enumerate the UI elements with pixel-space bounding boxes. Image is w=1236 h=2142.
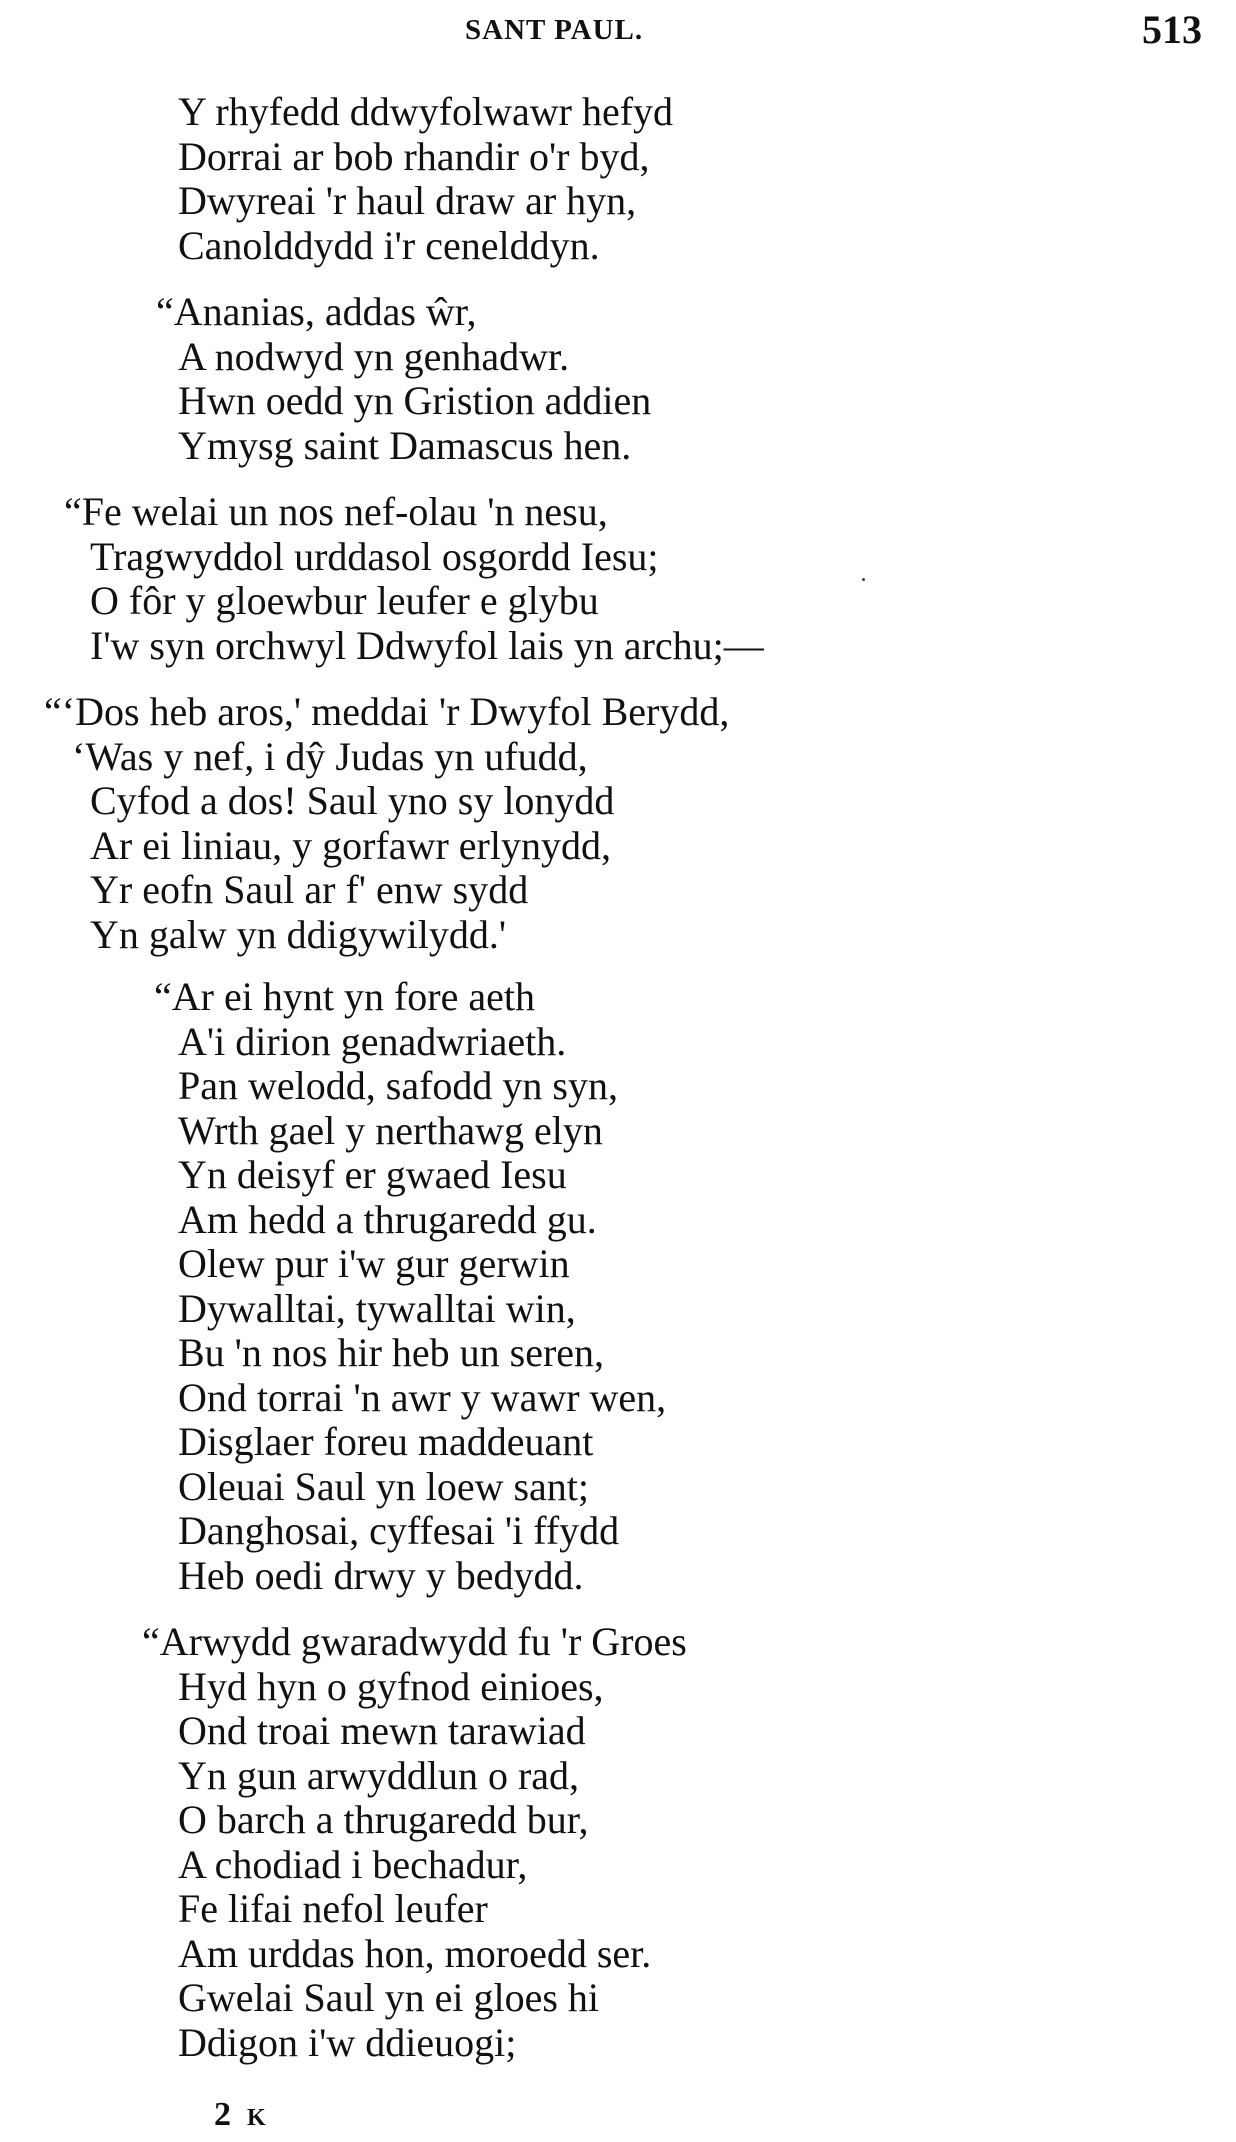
poem-line: “Arwydd gwaradwydd fu 'r Groes: [142, 1619, 687, 1664]
stanza: [0, 90, 1236, 268]
poem-line: “Ananias, addas ŵr,: [156, 289, 477, 334]
poem-line: Dwyreai 'r haul draw ar hyn,: [178, 178, 637, 223]
poem-line: Am urddas hon, moroedd ser.: [178, 1930, 652, 1976]
poem-line: “Fe welai un nos nef-olau 'n nesu,: [64, 489, 608, 534]
stanza: [0, 290, 1236, 468]
poem-line: Disglaer foreu maddeuant: [178, 1419, 594, 1464]
poem-line: Hwn oedd yn Gristion addien: [178, 378, 652, 423]
poem-line: Hyd hyn o gyfnod einioes,: [178, 1663, 604, 1709]
stanza: [0, 690, 1236, 957]
poem-line: Dywalltai, tywalltai win,: [178, 1285, 576, 1331]
poem-line: Danghosai, cyffesai 'i ffydd: [178, 1508, 620, 1553]
stanza-gap: [0, 1598, 1236, 1620]
poem-line: Olew pur i'w gur gerwin: [178, 1241, 570, 1286]
poem-line: Yn galw yn ddigywilydd.': [90, 911, 507, 957]
poem-line: O barch a thrugaredd bur,: [178, 1797, 589, 1842]
poem-line: Gwelai Saul yn ei gloes hi: [178, 1975, 600, 2020]
poem-line: Fe lifai nefol leufer: [178, 1886, 488, 1931]
poem-line: Ond troai mewn tarawiad: [178, 1708, 586, 1753]
poem-line: “Ar ei hynt yn fore aeth: [154, 974, 535, 1019]
poem-line: Ar ei liniau, y gorfawr erlynydd,: [90, 822, 611, 868]
poem-line: A nodwyd yn genhadwr.: [178, 333, 570, 379]
poem-line: Wrth gael y nerthawg elyn: [178, 1107, 603, 1153]
poem-line: Tragwyddol urddasol osgordd Iesu;: [90, 533, 659, 579]
stanza-gap: [0, 957, 1236, 975]
poem-line: Am hedd a thrugaredd gu.: [178, 1196, 597, 1242]
poem-line: Yr eofn Saul ar f' enw sydd: [90, 867, 529, 912]
poem-line: Yn gun arwyddlun o rad,: [178, 1752, 580, 1798]
stanza-gap: [0, 668, 1236, 690]
poem-line: Dorrai ar bob rhandir o'r byd,: [178, 133, 650, 179]
poem-line: Ddigon i'w ddieuogi;: [178, 2019, 517, 2065]
poem-line: Bu 'n nos hir heb un seren,: [178, 1330, 605, 1375]
poem-line: Y rhyfedd ddwyfolwawr hefyd: [178, 89, 674, 134]
poem-line: ‘Was y nef, i dŷ Judas yn ufudd,: [72, 733, 588, 779]
poem-line: Ond torrai 'n awr y wawr wen,: [178, 1374, 667, 1420]
signature-number: 2: [214, 2096, 233, 2133]
poem-line: A'i dirion genadwriaeth.: [178, 1018, 567, 1064]
poem-line: Yn deisyf er gwaed Iesu: [178, 1152, 567, 1197]
poem-line: Ymysg saint Damascus hen.: [178, 422, 632, 468]
poem-line: A chodiad i bechadur,: [178, 1841, 528, 1887]
signature-letter: K: [247, 2105, 268, 2131]
poem-line: Oleuai Saul yn loew sant;: [178, 1463, 590, 1509]
page-number: 513: [1142, 7, 1202, 52]
print-speck: [862, 578, 865, 581]
stanza-gap: [0, 268, 1236, 290]
poem-line: Pan welodd, safodd yn syn,: [178, 1063, 618, 1108]
printer-signature: [214, 2096, 268, 2134]
stanza: [0, 975, 1236, 1598]
poem-line: Cyfod a dos! Saul yno sy lonydd: [90, 778, 615, 823]
stanza: [0, 490, 1236, 668]
stanza-gap: [0, 468, 1236, 490]
poem-line: Heb oedi drwy y bedydd.: [178, 1552, 584, 1598]
stanza: [0, 1620, 1236, 2065]
poem-line: Canolddydd i'r cenelddyn.: [178, 222, 600, 268]
poem-line: I'w syn orchwyl Ddwyfol lais yn archu;—: [90, 622, 764, 668]
poem-body: [0, 90, 1236, 2065]
poem-line: O fôr y gloewbur leufer e glybu: [90, 578, 599, 623]
poem-line: “‘Dos heb aros,' meddai 'r Dwyfol Berydd,: [44, 689, 730, 734]
running-head: SANT PAUL.: [465, 14, 644, 46]
